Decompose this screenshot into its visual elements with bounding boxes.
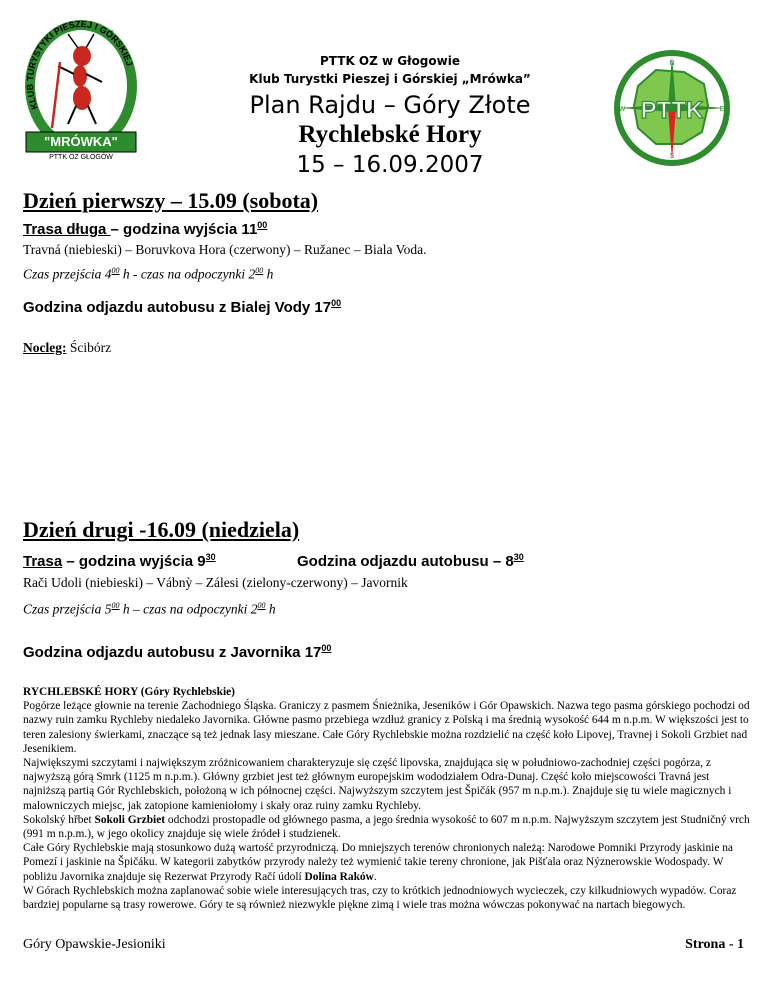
day1-accommodation: Nocleg: Ścibórz	[23, 340, 112, 355]
day1-bus: Godzina odjazdu autobusu z Bialej Vody $17^{00}$	[23, 298, 342, 316]
pttk-text: PTTK	[640, 97, 704, 124]
day2-bus: Godzina odjazdu autobusu z Javornika $17^{00}$	[23, 643, 332, 661]
day2-route-path: Rači Udoli (niebieski) – Vábnỳ – Zálesi (zielony-czerwony) – Javornik	[23, 575, 408, 590]
desc-title: RYCHLEBSKÉ HORY (Góry Rychlebskie)	[23, 686, 235, 698]
day2-bus-departure: Godzina odjazdu autobusu – $8^{30}$	[297, 552, 524, 570]
desc-paragraph-3: Sokolský hřbet Sokoli Grzbiet odchodzi prostopadle od głównego pasma, a jego średnia wysokość to 607 m n.p.m. Najwyższym szczytem jest Studničný vrch (991 m n.p.m.), w jego okolicy znajduje się wiele źródeł i studzienek.	[23, 813, 750, 841]
club-name: Klub Turystki Pieszej i Górskiej „Mrówka”	[249, 72, 531, 86]
day2-title: Dzień drugi -16.09 (niedziela)	[23, 517, 300, 542]
compass-e: E	[719, 106, 725, 113]
desc-paragraph-5: W Górach Rychlebskich można zaplanować sobie wiele interesujących tras, czy to krótkich jednodniowych wycieczek, czy kilkudniowych wypadów. Coraz bardziej popularne są trasy rowerowe. Góry te są również niezwykle piękne zimą i wiele tras można wówczas pokonywać na nartach biegowych.	[23, 884, 737, 912]
pttk-logo	[612, 48, 732, 168]
document-header	[160, 52, 620, 180]
mrowka-club-logo	[22, 12, 140, 162]
day1-route-path: Travná (niebieski) – Boruvkova Hora (czerwony) – Ružanec – Biala Voda.	[23, 242, 427, 257]
compass-s: S	[669, 153, 675, 160]
trip-dates: 15 – 16.09.2007	[296, 152, 484, 178]
desc-paragraph-2: Największymi szczytami i największym zróżnicowaniem charakteryzuje się część lipovska, znajdująca się w południowo-zachodniej części pogórza, z najwyższą górą Smrk (1125 m n.p.m.). Główny grzbiet jest też głównym europejskim wododziałem Odra-Dunaj. Część koło miejscowości Travná jest najniższą partią Gór Rychlebskich, położoną w ich północnej części. Najwyższym szczytem jest Špičák (957 m n.p.m.). Znajduje się tu wiele magicznych i malowniczych miejsc, jak zatopione kamieniołomy i skały oraz ruiny zamku Rychleby.	[23, 757, 732, 812]
day2-route-heading: Trasa – godzina wyjścia $9^{30}$	[23, 552, 216, 570]
page-number: Strona - 1	[685, 937, 744, 952]
footer-title: Góry Opawskie-Jesioniki	[23, 937, 166, 952]
plan-title: Plan Rajdu – Góry Złote	[249, 91, 531, 119]
day1-title: Dzień pierwszy – 15.09 (sobota)	[23, 188, 319, 213]
day1-time: Czas przejścia $4^{00}$ h - czas na odpoczynki $2^{00}$ h	[23, 266, 274, 282]
compass-w: W	[618, 106, 626, 113]
desc-paragraph-4: Całe Góry Rychlebskie mają stosunkowo dużą wartość przyrodniczą. Do mniejszych terenów chronionych należą: Narodowe Pomniki Przyrody jaskinie na Pomezí i jaskinie na Špičáku. W kategorii zabytków przyrody należy też wymienić takie tereny chronione, jak Pišťala oraz Nýznerowskie Wodospady. W pobliżu Javornika znajduje się Rezerwat Przyrody Račí údolí Dolina Raków.	[23, 842, 733, 883]
day2-time: Czas przejścia $5^{00}$ h – czas na odpoczynki $2^{00}$ h	[23, 601, 276, 617]
logo-arc-text: KLUB TURYSTYKI PIESZEJ I GÓRSKIEJ	[24, 19, 135, 111]
day1-route-heading: Trasa długa – godzina wyjścia $11^{00}$	[23, 220, 268, 238]
logo-sub-text: PTTK OZ GŁOGÓW	[49, 154, 113, 161]
logo-name-text: "MRÓWKA"	[44, 134, 118, 149]
mountains-name: Rychlebské Hory	[298, 121, 482, 148]
org-name: PTTK OZ w Głogowie	[320, 54, 460, 68]
region-description	[23, 685, 751, 912]
desc-paragraph-1: Pogórze leżące głownie na terenie Zachodniego Śląska. Graniczy z pasmem Śnieżnika, Jeseników i Gór Opawskich. Nazwa tego pasma górskiego pochodzi od nazwy ruin zamku Rychleby niedaleko Javornika. Główne pasmo przebiega wzdłuż granicy z Polską i ma średnią wysokość 644 m n.p.m. W większości jest to teren zalesiony świerkami, znaczące są też jednak lasy mieszane. Całe Góry Rychlebskie można rozdzielić na część koło Lipovej, Travnej i Sokoli Grzbiet nad Jesenikiem.	[23, 700, 750, 755]
compass-n: N	[669, 60, 675, 67]
